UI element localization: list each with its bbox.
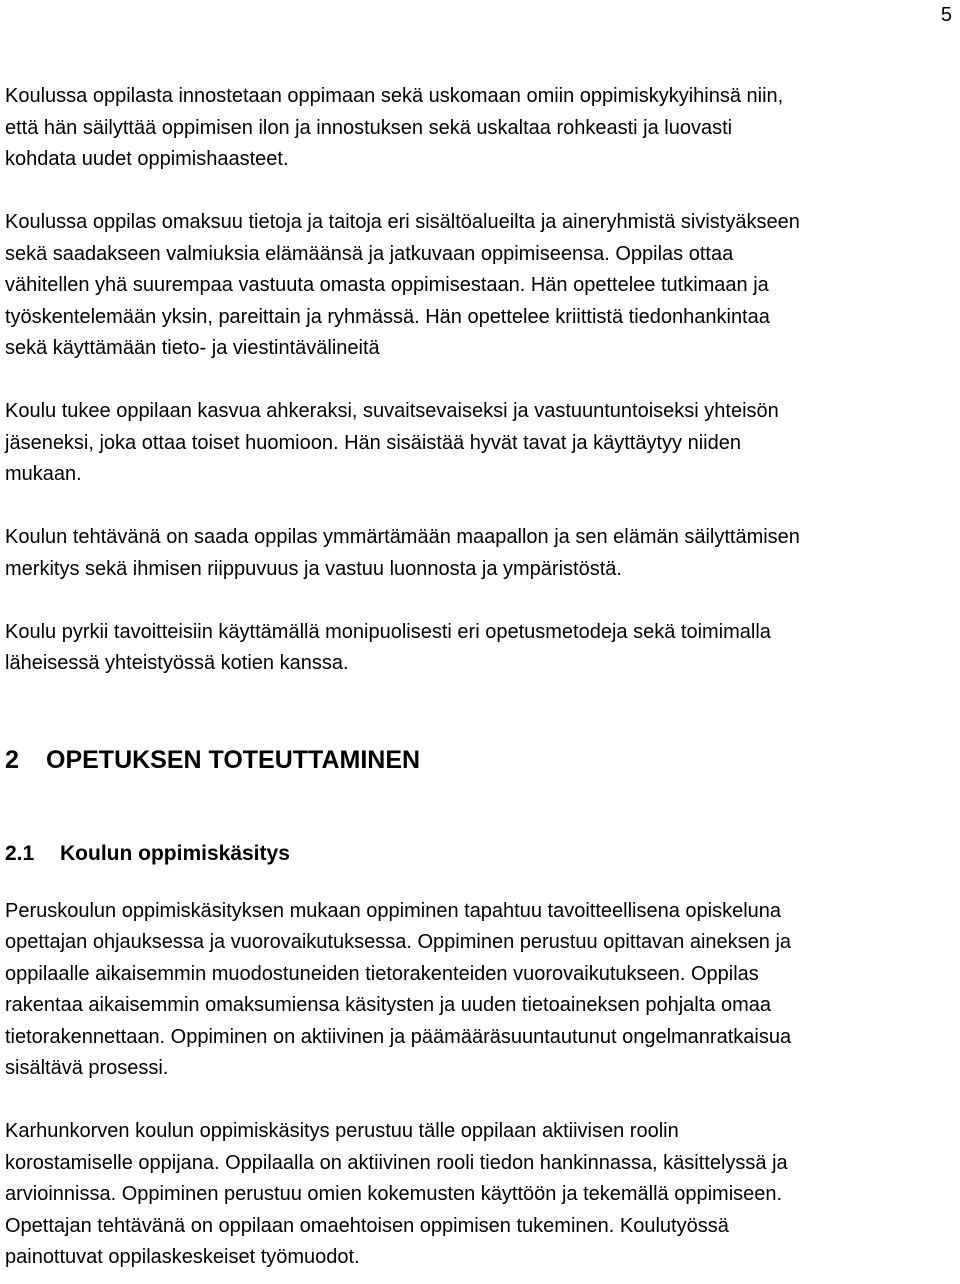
text-line: mukaan. [5,463,82,485]
paragraph-4 [5,522,950,585]
text-line: tietorakennettaan. Oppiminen on aktiivinen ja päämääräsuuntautunut ongelmanratkaisua [5,1025,792,1048]
text-line: kohdata uudet oppimishaasteet. [5,148,289,170]
text-line: että hän säilyttää oppimisen ilon ja innostuksen sekä uskaltaa rohkeasti ja luovasti [5,116,733,139]
paragraph-6 [5,896,950,1085]
text-line: opettajan ohjauksessa ja vuorovaikutuksessa. Oppiminen perustuu opittavan aineksen ja [5,931,792,953]
text-line: rakentaa aikaisemmin omaksumiensa käsitysten ja uuden tietoaineksen pohjalta omaa [5,994,771,1016]
text-line: vähitellen yhä suurempaa vastuuta omasta oppimisestaan. Hän opettelee tutkimaan ja [5,274,769,296]
text-line: Koulun tehtävänä on saada oppilas ymmärtämään maapallon ja sen elämän säilyttämisen [5,526,800,548]
text-line: sekä käyttämään tieto- ja viestintävälineitä [5,337,380,359]
text-line: merkitys sekä ihmisen riippuvuus ja vastuu luonnosta ja ympäristöstä. [5,557,622,580]
text-line: Koulussa oppilasta innostetaan oppimaan sekä uskomaan omiin oppimiskykyihinsä niin, [5,85,784,107]
text-line: läheisessä yhteistyössä kotien kanssa. [5,652,349,674]
subsection-title: Koulun oppimiskäsitys [60,841,290,865]
section-number: 2 [5,745,19,774]
section-title: OPETUKSEN TOTEUTTAMINEN [46,745,421,774]
document-body [5,81,950,1274]
page-number: 5 [940,4,952,26]
section-heading [5,744,950,776]
subsection-number: 2.1 [5,841,35,865]
paragraph-7 [5,1116,950,1274]
paragraph-5 [5,617,950,680]
text-line: arvioinnissa. Oppiminen perustuu omien kokemusten käyttöön ja tekemällä oppimiseen. [5,1183,783,1205]
text-line: oppilaalle aikaisemmin muodostuneiden tietorakenteiden vuorovaikutukseen. Oppilas [5,962,759,985]
text-line: korostamiselle oppijana. Oppilaalla on aktiivinen rooli tiedon hankinnassa, käsittelyssä ja [5,1151,788,1174]
text-line: Karhunkorven koulun oppimiskäsitys perustuu tälle oppilaan aktiivisen roolin [5,1120,679,1142]
text-line: sisältävä prosessi. [5,1057,169,1079]
text-line: Koulu tukee oppilaan kasvua ahkeraksi, suvaitsevaiseksi ja vastuuntuntoiseksi yhteisön [5,400,779,422]
paragraph-3 [5,396,950,491]
text-line: Koulussa oppilas omaksuu tietoja ja taitoja eri sisältöalueilta ja aineryhmistä sivistyäkseen [5,211,800,233]
text-line: sekä saadakseen valmiuksia elämäänsä ja jatkuvaan oppimiseensa. Oppilas ottaa [5,242,734,265]
text-line: Opettajan tehtävänä on oppilaan omaehtoisen oppimisen tukeminen. Koulutyössä [5,1214,729,1237]
text-line: Koulu pyrkii tavoitteisiin käyttämällä monipuolisesti eri opetusmetodeja sekä toimimalla [5,620,771,643]
paragraph-2 [5,207,950,365]
subsection-heading [5,838,950,870]
paragraph-1 [5,81,950,176]
text-line: jäseneksi, joka ottaa toiset huomioon. Hän sisäistää hyvät tavat ja käyttäytyy niiden [5,431,741,454]
text-line: painottuvat oppilaskeskeiset työmuodot. [5,1246,360,1268]
text-line: Peruskoulun oppimiskäsityksen mukaan oppiminen tapahtuu tavoitteellisena opiskeluna [5,899,782,922]
text-line: työskentelemään yksin, pareittain ja ryhmässä. Hän opettelee kriittistä tiedonhankintaa [5,305,770,328]
